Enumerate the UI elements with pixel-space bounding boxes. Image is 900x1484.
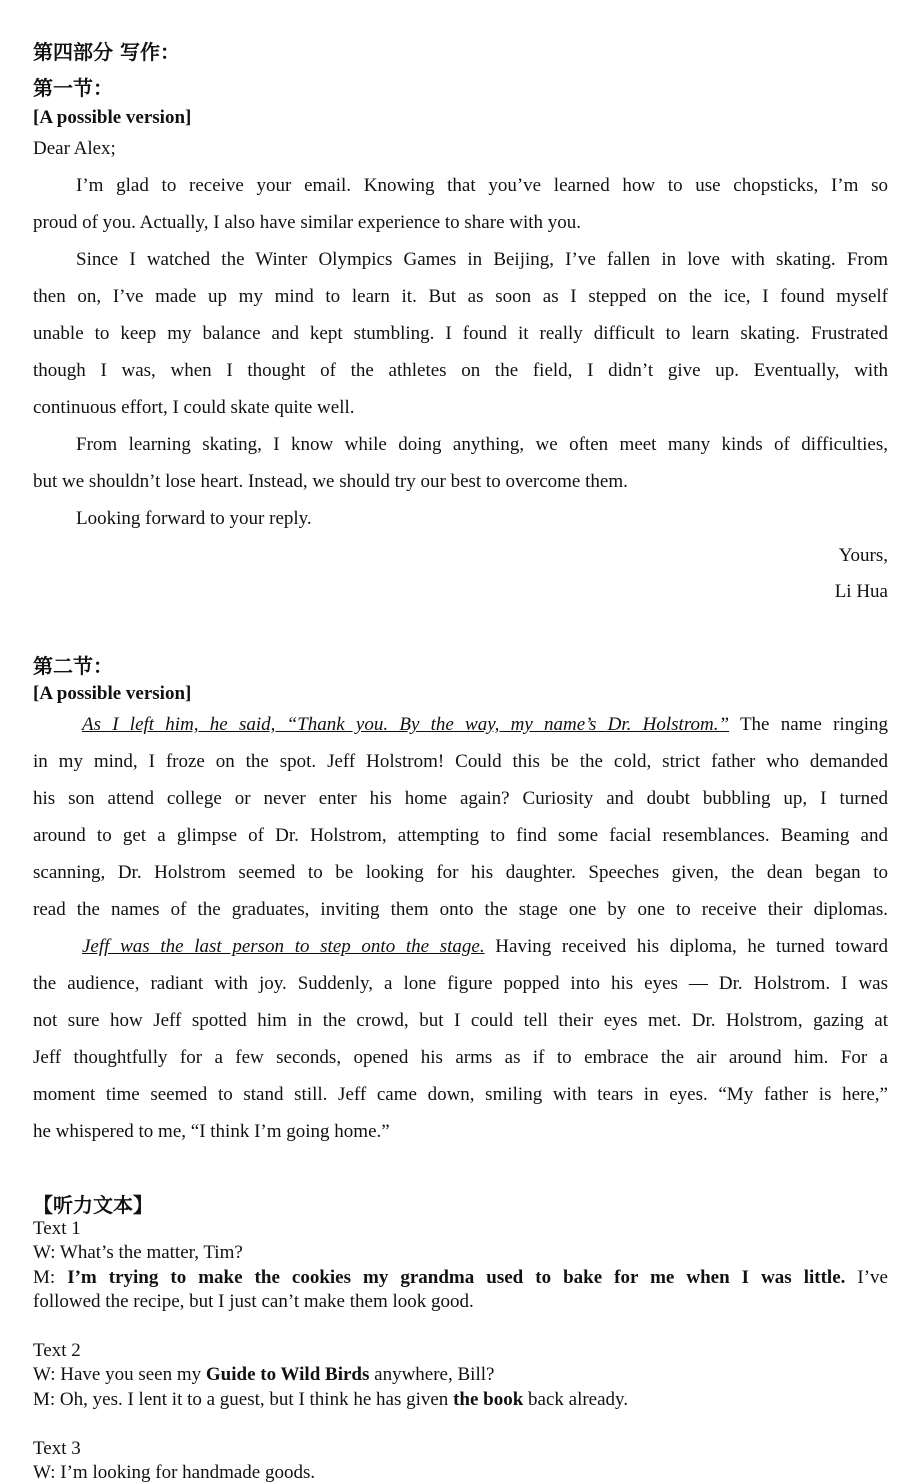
key-phrase: I’m trying to make the cookies my grandma used to bake for me when I was little.	[67, 1267, 846, 1288]
story-text: The name ringing	[729, 714, 888, 735]
story-line: Jeff thoughtfully for a few seconds, opened his arms as if to embrace the air around him. For a	[33, 1047, 888, 1068]
dialogue-text: anywhere, Bill?	[369, 1364, 495, 1385]
speaker-prefix: M:	[33, 1267, 68, 1288]
section2-title: 第二节：	[33, 654, 113, 678]
given-sentence: Jeff was the last person to step onto the stage.	[82, 936, 485, 957]
story-text: Having received his diploma, he turned toward	[484, 936, 888, 957]
version-label: [A possible version]	[33, 107, 192, 128]
text3-label: Text 3	[33, 1438, 81, 1459]
story-line: not sure how Jeff spotted him in the crowd, but I could tell their eyes met. Dr. Holstrom, gazing at	[33, 1010, 888, 1031]
letter-line: then on, I’ve made up my mind to learn it. But as soon as I stepped on the ice, I found myself	[33, 286, 888, 307]
text1-w-line: W: What’s the matter, Tim?	[33, 1242, 243, 1263]
letter-closing: Yours,	[838, 545, 888, 566]
letter-line: though I was, when I thought of the athletes on the field, I didn’t give up. Eventually, with	[33, 360, 888, 381]
text2-m-line	[33, 1389, 888, 1411]
letter-line: but we shouldn’t lose heart. Instead, we should try our best to overcome them.	[33, 471, 628, 492]
story-line: around to get a glimpse of Dr. Holstrom, attempting to find some facial resemblances. Beaming and	[33, 825, 888, 846]
letter-salutation: Dear Alex;	[33, 138, 116, 159]
dialogue-text: W: Have you seen my	[33, 1364, 206, 1385]
letter-line: Since I watched the Winter Olympics Games in Beijing, I’ve fallen in love with skating. From	[76, 249, 888, 270]
letter-line: unable to keep my balance and kept stumbling. I found it really difficult to learn skating. Frustrated	[33, 323, 888, 344]
story-line: the audience, radiant with joy. Suddenly, a lone figure popped into his eyes — Dr. Holstrom. I was	[33, 973, 888, 994]
letter-signature: Li Hua	[834, 581, 888, 602]
story-line: in my mind, I froze on the spot. Jeff Holstrom! Could this be the cold, strict father who demanded	[33, 751, 888, 772]
key-phrase: the book	[453, 1389, 524, 1410]
dialogue-text: back already.	[523, 1389, 629, 1410]
version-label: [A possible version]	[33, 683, 192, 704]
story-line: he whispered to me, “I think I’m going home.”	[33, 1121, 390, 1142]
section1-title: 第一节：	[33, 76, 113, 100]
letter-line: I’m glad to receive your email. Knowing that you’ve learned how to use chopsticks, I’m so	[76, 175, 888, 196]
text2-label: Text 2	[33, 1340, 81, 1361]
story-line: scanning, Dr. Holstrom seemed to be looking for his daughter. Speeches given, the dean began to	[33, 862, 888, 883]
story-line: moment time seemed to stand still. Jeff came down, smiling with tears in eyes. “My father is here,”	[33, 1084, 888, 1105]
text1-m-line	[33, 1267, 888, 1289]
text3-w-line: W: I’m looking for handmade goods.	[33, 1462, 316, 1483]
letter-line: proud of you. Actually, I also have similar experience to share with you.	[33, 212, 582, 233]
story-line	[82, 936, 888, 958]
text1-m-line2: followed the recipe, but I just can’t make them look good.	[33, 1291, 474, 1312]
text1-label: Text 1	[33, 1218, 81, 1239]
story-line	[82, 714, 888, 736]
key-phrase: Guide to Wild Birds	[205, 1364, 370, 1385]
letter-line: continuous effort, I could skate quite well.	[33, 397, 355, 418]
story-line: his son attend college or never enter his home again? Curiosity and doubt bubbling up, I turned	[33, 788, 888, 809]
dialogue-text: M: Oh, yes. I lent it to a guest, but I think he has given	[33, 1389, 454, 1410]
dialogue-text: I’ve	[845, 1267, 888, 1288]
story-line: read the names of the graduates, inviting them onto the stage one by one to receive their diplomas.	[33, 899, 888, 920]
text2-w-line	[33, 1364, 888, 1386]
listening-title: 【听力文本】	[33, 1193, 153, 1217]
letter-line: Looking forward to your reply.	[76, 508, 312, 529]
given-sentence: As I left him, he said, “Thank you. By the way, my name’s Dr. Holstrom.”	[82, 714, 730, 735]
part4-title: 第四部分 写作：	[33, 40, 180, 64]
letter-line: From learning skating, I know while doing anything, we often meet many kinds of difficulties,	[76, 434, 888, 455]
